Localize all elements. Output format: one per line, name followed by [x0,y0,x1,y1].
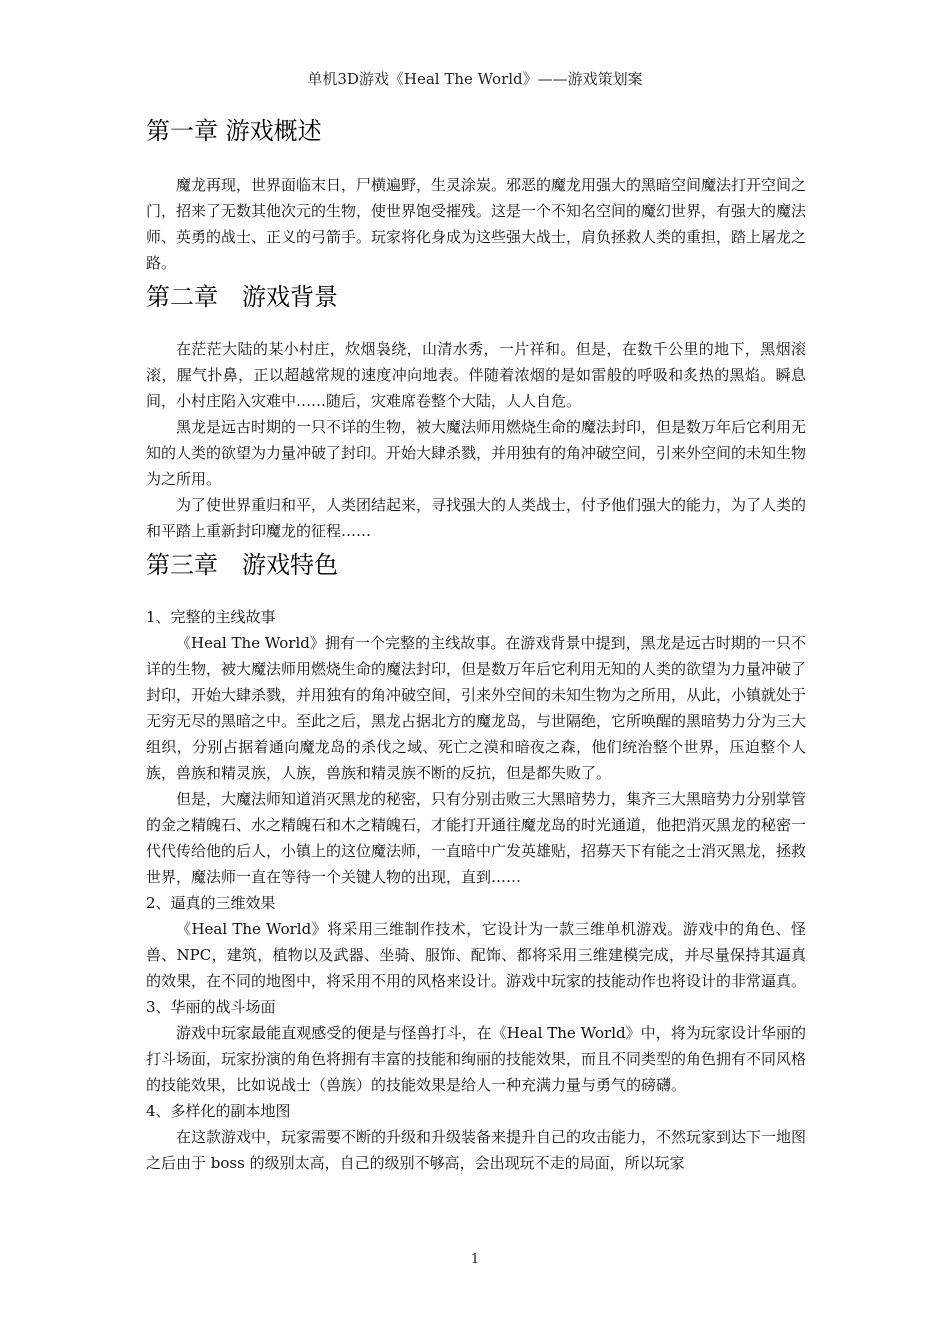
feature-4-paragraph: 在这款游戏中，玩家需要不断的升级和升级装备来提升自己的攻击能力，不然玩家到达下一地图之后由于 boss 的级别太高，自己的级别不够高，会出现玩不走的局面，所以玩家 [146,1128,807,1172]
feature-4-heading: 4、多样化的副本地图 [146,1102,291,1120]
feature-3-paragraph: 游戏中玩家最能直观感受的便是与怪兽打斗，在《Heal The World》中，将为玩家设计华丽的打斗场面，玩家扮演的角色将拥有丰富的技能和绚丽的技能效果，而且不同类型的角色拥有不同风格的技能效果，比如说战士（兽族）的技能效果是给人一种充满力量与勇气的磅礴。 [146,1024,807,1094]
chapter-2-paragraph-1: 在茫茫大陆的某小村庄，炊烟袅绕，山清水秀，一片祥和。但是，在数千公里的地下，黑烟滚滚，腥气扑鼻，正以超越常规的速度冲向地表。伴随着浓烟的是如雷般的呼吸和炙热的黑焰。瞬息间，小村庄陷入灾难中……随后，灾难席卷整个大陆，人人自危。 [146,340,806,410]
feature-1-paragraph-2: 但是，大魔法师知道消灭黑龙的秘密，只有分别击败三大黑暗势力，集齐三大黑暗势力分别掌管的金之精魄石、水之精魄石和木之精魄石，才能打开通往魔龙岛的时光通道，他把消灭黑龙的秘密一代代传给他的后人，小镇上的这位魔法师，一直暗中广发英雄贴，招募天下有能之士消灭黑龙，拯救世界，魔法师一直在等待一个关键人物的出现，直到…… [146,790,807,886]
document-body [146,110,806,1176]
chapter-3-title: 第三章 游戏特色 [146,551,338,579]
chapter-2-paragraph-3: 为了使世界重归和平，人类团结起来，寻找强大的人类战士，付予他们强大的能力，为了人类的和平踏上重新封印魔龙的征程…… [146,496,807,540]
feature-3-heading: 3、华丽的战斗场面 [146,998,276,1016]
chapter-2-title: 第二章 游戏背景 [146,283,338,311]
chapter-1-paragraph: 魔龙再现，世界面临末日，尸横遍野，生灵涂炭。邪恶的魔龙用强大的黑暗空间魔法打开空间之门，招来了无数其他次元的生物，使世界饱受摧残。这是一个不知名空间的魔幻世界，有强大的魔法师、英勇的战士、正义的弓箭手。玩家将化身成为这些强大战士，肩负拯救人类的重担，踏上屠龙之路。 [146,176,807,272]
page-header: 单机3D游戏《Heal The World》——游戏策划案 [307,70,643,88]
feature-2-paragraph: 《Heal The World》将采用三维制作技术，它设计为一款三维单机游戏。游戏中的角色、怪兽、NPC，建筑，植物以及武器、坐骑、服饰、配饰、都将采用三维建模完成，并尽量保持其逼真的效果，在不同的地图中，将采用不用的风格来设计。游戏中玩家的技能动作也将设计的非常逼真。 [146,920,807,990]
feature-1-paragraph-1: 《Heal The World》拥有一个完整的主线故事。在游戏背景中提到，黑龙是远古时期的一只不详的生物，被大魔法师用燃烧生命的魔法封印，但是数万年后它利用无知的人类的欲望为力量冲破了封印，开始大肆杀戮，并用独有的角冲破空间，引来外空间的未知生物为之所用，从此，小镇就处于无穷无尽的黑暗之中。至此之后，黑龙占据北方的魔龙岛，与世隔绝，它所唤醒的黑暗势力分为三大组织，分别占据着通向魔龙岛的杀伐之域、死亡之漠和暗夜之森，他们统治整个世界，压迫整个人族，兽族和精灵族，人族，兽族和精灵族不断的反抗，但是都失败了。 [146,634,807,782]
chapter-1-title: 第一章 游戏概述 [146,117,322,145]
chapter-2-paragraph-2: 黑龙是远古时期的一只不详的生物，被大魔法师用燃烧生命的魔法封印，但是数万年后它利用无知的人类的欲望为力量冲破了封印。开始大肆杀戮，并用独有的角冲破空间，引来外空间的未知生物为之所用。 [146,418,807,488]
feature-1-heading: 1、完整的主线故事 [146,608,276,626]
page-number: 1 [470,1252,480,1267]
feature-2-heading: 2、逼真的三维效果 [146,894,276,912]
